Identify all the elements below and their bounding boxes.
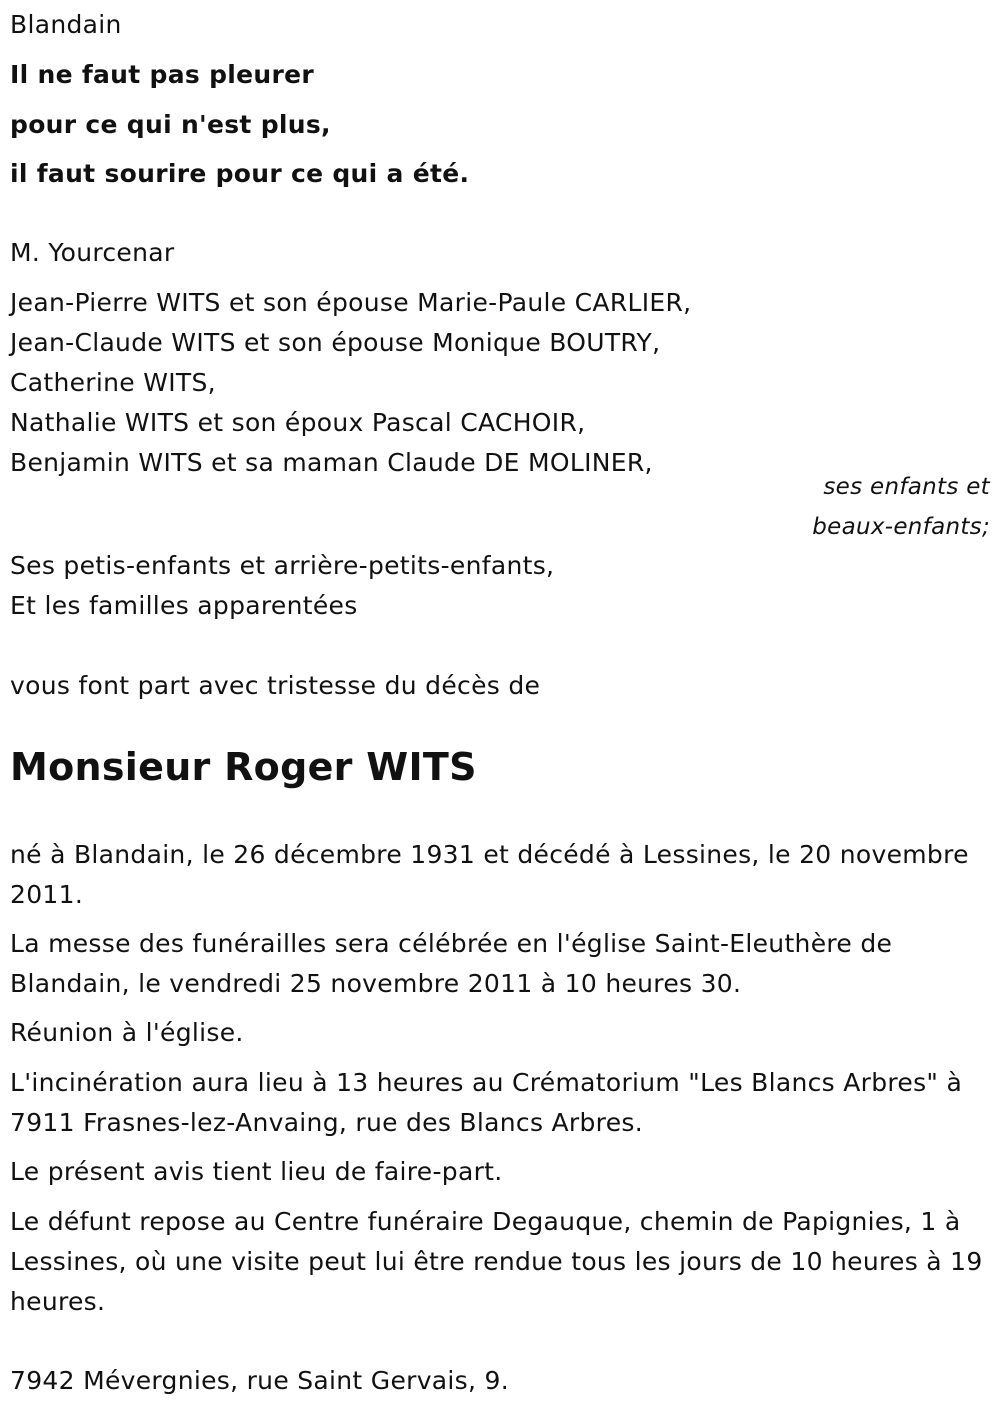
- children-role-line-2: beaux-enfants;: [812, 514, 990, 540]
- family-other-2: Et les familles apparentées: [10, 591, 358, 620]
- notice-text: Le présent avis tient lieu de faire-part.: [10, 1157, 503, 1186]
- quote-line-2: pour ce qui n'est plus,: [10, 110, 331, 139]
- cremation-details: L'incinération aura lieu à 13 heures au Crématorium "Les Blancs Arbres" à 7911 Frasnes-lez-Anvaing, rue des Blancs Arbres.: [10, 1068, 963, 1137]
- family-child-2: Jean-Claude WITS et son épouse Monique BOUTRY,: [10, 328, 661, 357]
- birth-death-details: né à Blandain, le 26 décembre 1931 et décédé à Lessines, le 20 novembre 2011.: [10, 840, 969, 909]
- funeral-mass: La messe des funérailles sera célébrée en l'église Saint-Eleuthère de Blandain, le vendredi 25 novembre 2011 à 10 heures 30.: [10, 929, 893, 998]
- children-role-line-1: ses enfants et: [823, 474, 990, 500]
- family-other-1: Ses petis-enfants et arrière-petits-enfants,: [10, 551, 555, 580]
- header-place: Blandain: [10, 10, 122, 39]
- family-child-1: Jean-Pierre WITS et son épouse Marie-Paule CARLIER,: [10, 288, 692, 317]
- deceased-name: Monsieur Roger WITS: [10, 745, 477, 789]
- quote-author: M. Yourcenar: [10, 238, 175, 267]
- visitation-details: Le défunt repose au Centre funéraire Degauque, chemin de Papignies, 1 à Lessines, où une visite peut lui être rendue tous les jours de 10 heures à 19 heures.: [10, 1207, 983, 1316]
- quote-line-1: Il ne faut pas pleurer: [10, 60, 315, 89]
- family-child-4: Nathalie WITS et son époux Pascal CACHOIR,: [10, 408, 586, 437]
- meeting-note: Réunion à l'église.: [10, 1018, 244, 1047]
- footer-address: 7942 Mévergnies, rue Saint Gervais, 9.: [10, 1366, 509, 1395]
- family-child-3: Catherine WITS,: [10, 368, 216, 397]
- quote-line-3: il faut sourire pour ce qui a été.: [10, 159, 470, 188]
- announcement: vous font part avec tristesse du décès de: [10, 671, 541, 700]
- family-child-5: Benjamin WITS et sa maman Claude DE MOLINER,: [10, 448, 653, 477]
